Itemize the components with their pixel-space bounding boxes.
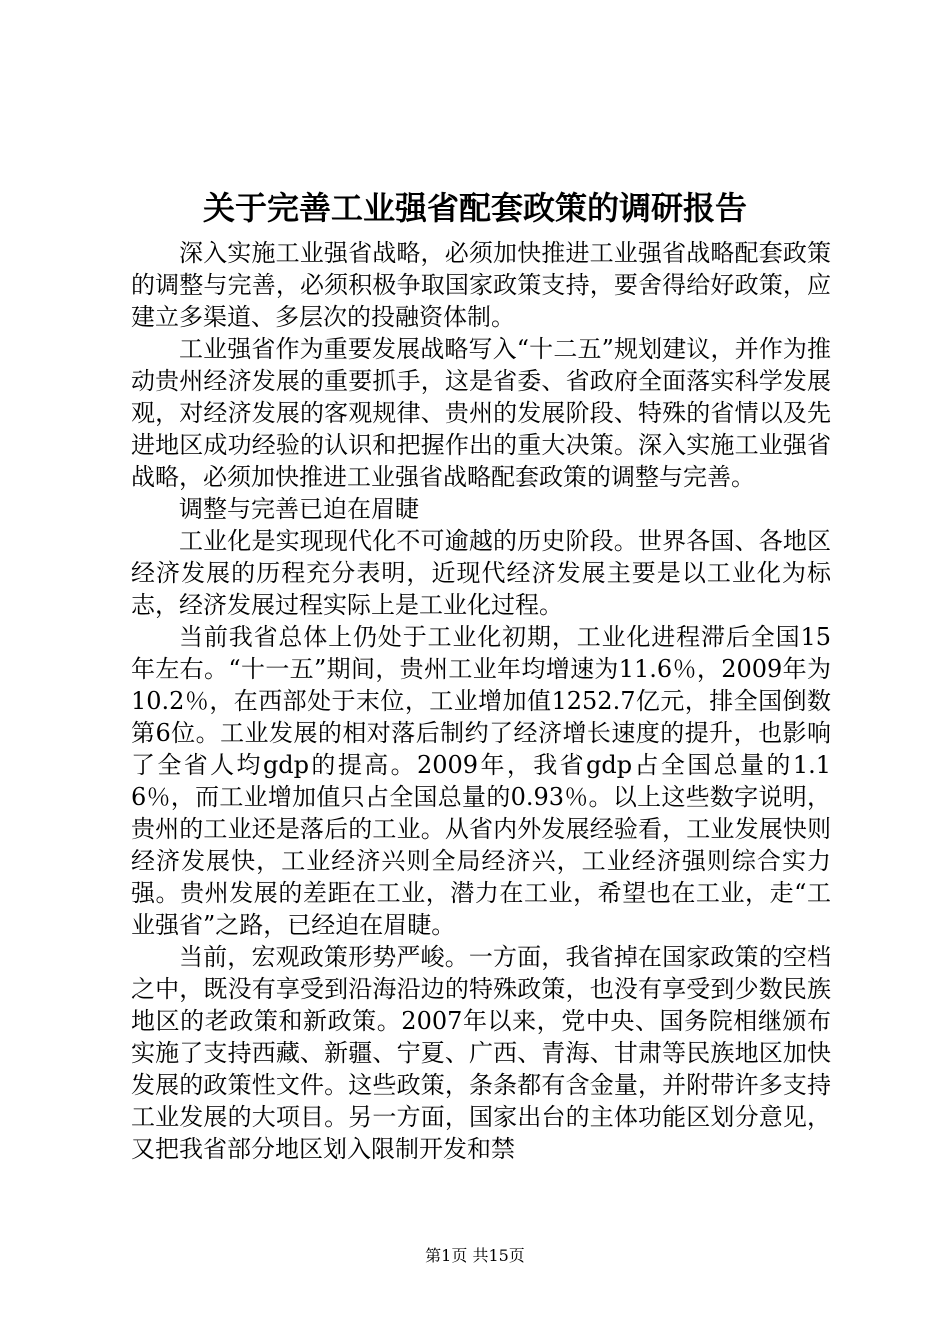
document-body [131,237,831,1165]
page-number-footer: 第1页 共15页 [425,1246,525,1265]
paragraph: 工业强省作为重要发展战略写入“十二五”规划建议，并作为推动贵州经济发展的重要抓手，这是省委、省政府全面落实科学发展观，对经济发展的客观规律、贵州的发展阶段、特殊的省情以及先进地区成功经验的认识和把握作出的重大决策。深入实施工业强省战略，必须加快推进工业强省战略配套政策的调整与完善。 [131,335,831,491]
document-title: 关于完善工业强省配套政策的调研报告 [202,189,747,227]
paragraph: 工业化是实现现代化不可逾越的历史阶段。世界各国、各地区经济发展的历程充分表明，近现代经济发展主要是以工业化为标志，经济发展过程实际上是工业化过程。 [131,527,831,619]
section-heading: 调整与完善已迫在眉睫 [179,495,419,523]
paragraph: 深入实施工业强省战略，必须加快推进工业强省战略配套政策的调整与完善，必须积极争取国家政策支持，要舍得给好政策，应建立多渠道、多层次的投融资体制。 [131,239,831,331]
paragraph: 当前我省总体上仍处于工业化初期，工业化进程滞后全国15年左右。“十一五”期间，贵州工业年均增速为11.6％，2009年为10.2％，在西部处于末位，工业增加值1252.7亿元，排全国倒数第6位。工业发展的相对落后制约了经济增长速度的提升，也影响了全省人均gdp的提高。2009年，我省gdp占全国总量的1.16％，而工业增加值只占全国总量的0.93％。以上这些数字说明，贵州的工业还是落后的工业。从省内外发展经验看，工业发展快则经济发展快，工业经济兴则全局经济兴，工业经济强则综合实力强。贵州发展的差距在工业，潜力在工业，希望也在工业，走“工业强省”之路，已经迫在眉睫。 [131,623,831,939]
paragraph: 当前，宏观政策形势严峻。一方面，我省掉在国家政策的空档之中，既没有享受到沿海沿边的特殊政策，也没有享受到少数民族地区的老政策和新政策。2007年以来，党中央、国务院相继颁布实施了支持西藏、新疆、宁夏、广西、青海、甘肃等民族地区加快发展的政策性文件。这些政策，条条都有含金量，并附带许多支持工业发展的大项目。另一方面，国家出台的主体功能区划分意见，又把我省部分地区划入限制开发和禁 [131,943,831,1163]
